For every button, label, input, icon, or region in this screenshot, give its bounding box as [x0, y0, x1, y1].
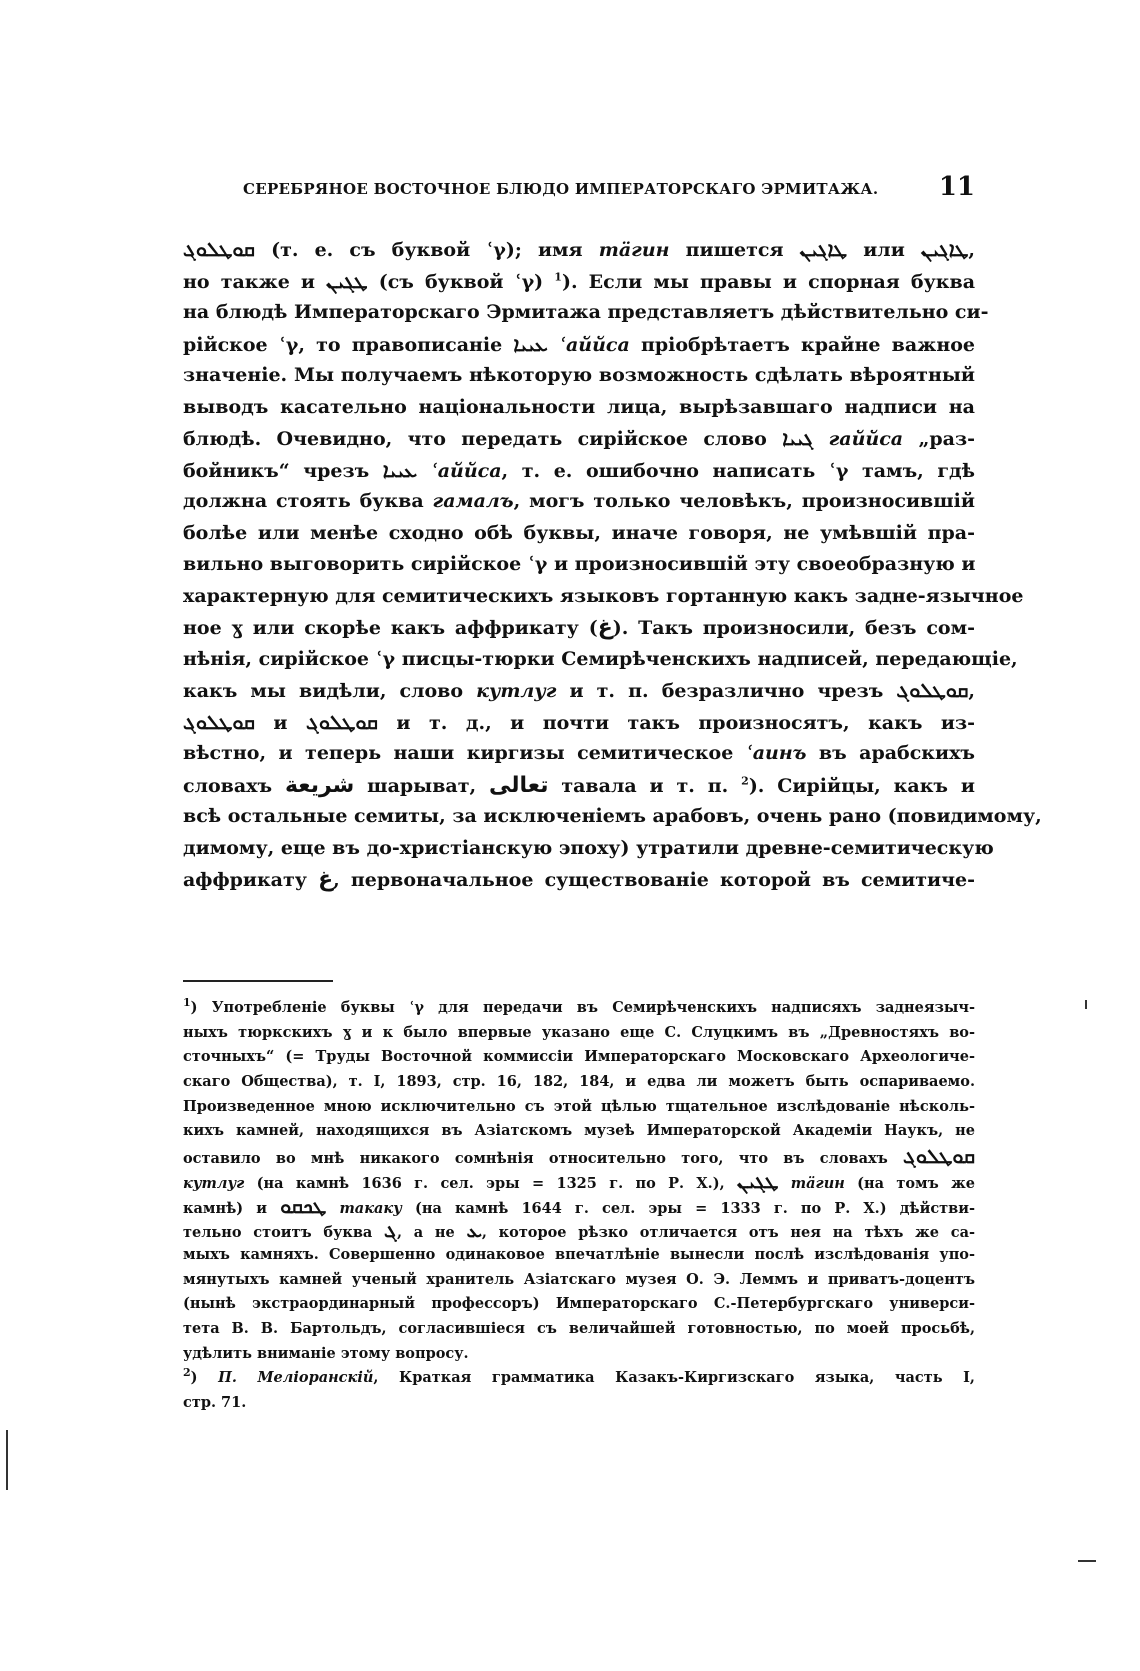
syriac-letter: ܓ	[384, 1218, 397, 1243]
text-line: вильно выговорить сирійское ʿγ и произносившій эту своеобразную и	[183, 553, 976, 575]
footnote-ref-1: 1	[554, 270, 562, 284]
main-text	[183, 234, 1042, 896]
footnote-line: скаго Общества), т. I, 1893, стр. 16, 182, 184, и едва ли можетъ быть оспариваемо.	[183, 1073, 975, 1091]
text-line: всѣ остальные семиты, за исключеніемъ арабовъ, очень рано (повидимому,	[183, 805, 1042, 827]
text-line: блюдѣ. Очевидно, что передать сирійское слово ܓܝܝܐ гаййса „раз-	[183, 426, 975, 450]
footnote-line: Произведенное мною исключительно съ этой цѣлью тщательное изслѣдованіе нѣсколь-	[183, 1097, 975, 1115]
text-line: аффрикату غ, первоначальное существованіе которой въ семитиче-	[183, 867, 975, 892]
text-line: ное ɣ или скорѣе какъ аффрикату (غ). Такъ произносили, безъ сом-	[183, 615, 975, 640]
footnote-separator	[183, 980, 333, 982]
footnote-line: сточныхъ“ (= Труды Восточной коммиссіи Императорскаго Московскаго Археологиче-	[183, 1048, 975, 1066]
text-line: значеніе. Мы получаемъ нѣкоторую возможность сдѣлать вѣроятный	[183, 364, 975, 386]
text-line: ܩܘܛܠܘܓ и ܩܘܛܠܘܓ и т. д., и почти такъ произносятъ, какъ из-	[183, 709, 975, 734]
syriac-word: ܓܝܝܐ	[782, 426, 814, 450]
syriac-word: ܛܐܓܝܢ	[920, 237, 969, 261]
syriac-word: ܛܐܓܝܢ	[799, 237, 848, 261]
text-line: бойникъ“ чрезъ ܥܝܝܐ ʿаййса, т. е. ошибочно написать ʿγ тамъ, гдѣ	[183, 457, 975, 482]
scan-mark	[1085, 1000, 1087, 1009]
footnotes	[183, 996, 975, 1416]
footnote-line: $^2$) П. Меліоранскій, Краткая грамматика Казакъ-Киргизскаго языка, часть I,	[183, 1366, 975, 1387]
syriac-word: ܥܝܝܐ	[513, 331, 548, 356]
text-line: словахъ شريعة шарыʙат, تعالى таʙала и т. п. $^2$). Сирійцы, какъ и	[183, 772, 975, 798]
syriac-word: ܩܘܛܠܘܓ	[183, 709, 255, 734]
running-title: СЕРЕБРЯНОЕ ВОСТОЧНОЕ БЛЮДО ИМПЕРАТОРСКАГО ЭРМИТАЖА.	[243, 180, 879, 198]
footnote-line: мянутыхъ камней ученый хранитель Азіатскаго музея О. Э. Леммъ и приватъ-доцентъ	[183, 1270, 975, 1288]
syriac-word: ܩܘܛܠܘܓ	[903, 1144, 975, 1169]
text-line: вѣстно, и теперь наши киргизы семитическое ʿаинъ въ арабскихъ	[183, 742, 975, 764]
text-line: болѣе или менѣе сходно обѣ буквы, иначе говоря, не умѣвшій пра-	[183, 521, 975, 544]
footnote-line: мыхъ камняхъ. Совершенно одинаковое впечатлѣніе вынесли послѣ изслѣдованія упо-	[183, 1245, 975, 1263]
arabic-word: شريعة	[284, 772, 355, 798]
footnote-line: кутлуг (на камнѣ 1636 г. сел. эры = 1325 г. по Р. Х.), ܛܓܝܢ тäгин (на томъ же	[183, 1168, 975, 1193]
syriac-word: ܩܘܛܠܘܓ	[183, 237, 255, 261]
syriac-word: ܛܟܩܘ	[280, 1193, 327, 1218]
page-header	[183, 172, 975, 206]
syriac-word: ܩܘܛܠܘܓ	[305, 709, 378, 734]
footnote-line: оставило во мнѣ никакого сомнѣнія относительно того, что въ словахъ ܩܘܛܠܘܓ	[183, 1144, 975, 1169]
syriac-word: ܛܓܝܢ	[326, 268, 368, 293]
footnote-line: (нынѣ экстраординарный профессоръ) Императорскаго С.-Петербургскаго универси-	[183, 1295, 975, 1313]
footnote-line: ныхъ тюркскихъ ɣ и к было впервые указано еще С. Слуцкимъ въ „Древностяхъ во-	[183, 1023, 975, 1041]
footnote-line: удѣлить вниманіе этому вопросу.	[183, 1344, 469, 1362]
text-line: характерную для семитическихъ языковъ гортанную какъ задне-язычное	[183, 584, 1024, 607]
text-line: димому, еще въ до-христіанскую эпоху) утратили древне-семитическую	[183, 836, 994, 859]
footnote-line: тельно стоитъ буква ܓ, а не ܥ, которое рѣзко отличается отъ нея на тѣхъ же са-	[183, 1218, 975, 1243]
syriac-letter: ܥ	[466, 1218, 482, 1243]
footnote-line: камнѣ) и ܛܟܩܘ такаку (на камнѣ 1644 г. сел. эры = 1333 г. по Р. Х.) дѣйстви-	[183, 1193, 975, 1218]
footnote-ref-2: 2	[741, 774, 749, 788]
scan-mark	[1078, 1560, 1096, 1562]
footnote-line: кихъ камней, находящихся въ Азіатскомъ музеѣ Императорской Академіи Наукъ, не	[183, 1122, 975, 1140]
arabic-ghain: غ	[318, 867, 334, 892]
syriac-word: ܛܓܝܢ	[736, 1168, 779, 1193]
text-line: какъ мы видѣли, слово кутлуг и т. п. безразлично чрезъ ܩܘܛܠܘܓ,	[183, 678, 975, 702]
text-line: на блюдѣ Императорскаго Эрмитажа представляетъ дѣйствительно си-	[183, 301, 989, 323]
text-line: рійское ʿγ, то правописаніе ܥܝܝܐ ʿаййса пріобрѣтаетъ крайне важное	[183, 331, 975, 356]
arabic-word: تعالى	[489, 772, 549, 798]
text-line: нѣнія, сирійское ʿγ писцы-тюрки Семирѣченскихъ надписей, передающіе,	[183, 647, 1018, 670]
footnote-line: тета В. В. Бартольдъ, согласившіеся съ величайшей готовностью, по моей просьбѣ,	[183, 1319, 975, 1337]
footnote-line: стр. 71.	[183, 1394, 247, 1411]
text-line: выводъ касательно національности лица, вырѣзавшаго надписи на	[183, 395, 975, 418]
text-line: но также и ܛܓܝܢ (съ буквой ʿγ) $^1$). Если мы правы и спорная буква	[183, 268, 976, 293]
text-line: ܩܘܛܠܘܓ (т. е. съ буквой ʿγ); имя тäгин пишется ܛܐܓܝܢ или ܛܐܓܝܢ,	[183, 237, 975, 261]
footnote-line: $^1$) Употребленіе буквы ʿγ для передачи въ Семирѣченскихъ надписяхъ заднеязыч-	[183, 996, 975, 1016]
text-line: должна стоять буква гамалъ, могъ только человѣкъ, произносившій	[183, 490, 975, 512]
page-number: 11	[938, 172, 975, 202]
arabic-ghain: غ	[597, 615, 613, 640]
syriac-word: ܥܝܝܐ	[382, 457, 418, 482]
scan-mark	[6, 1430, 8, 1490]
syriac-word: ܩܘܛܠܘܓ	[896, 678, 969, 702]
